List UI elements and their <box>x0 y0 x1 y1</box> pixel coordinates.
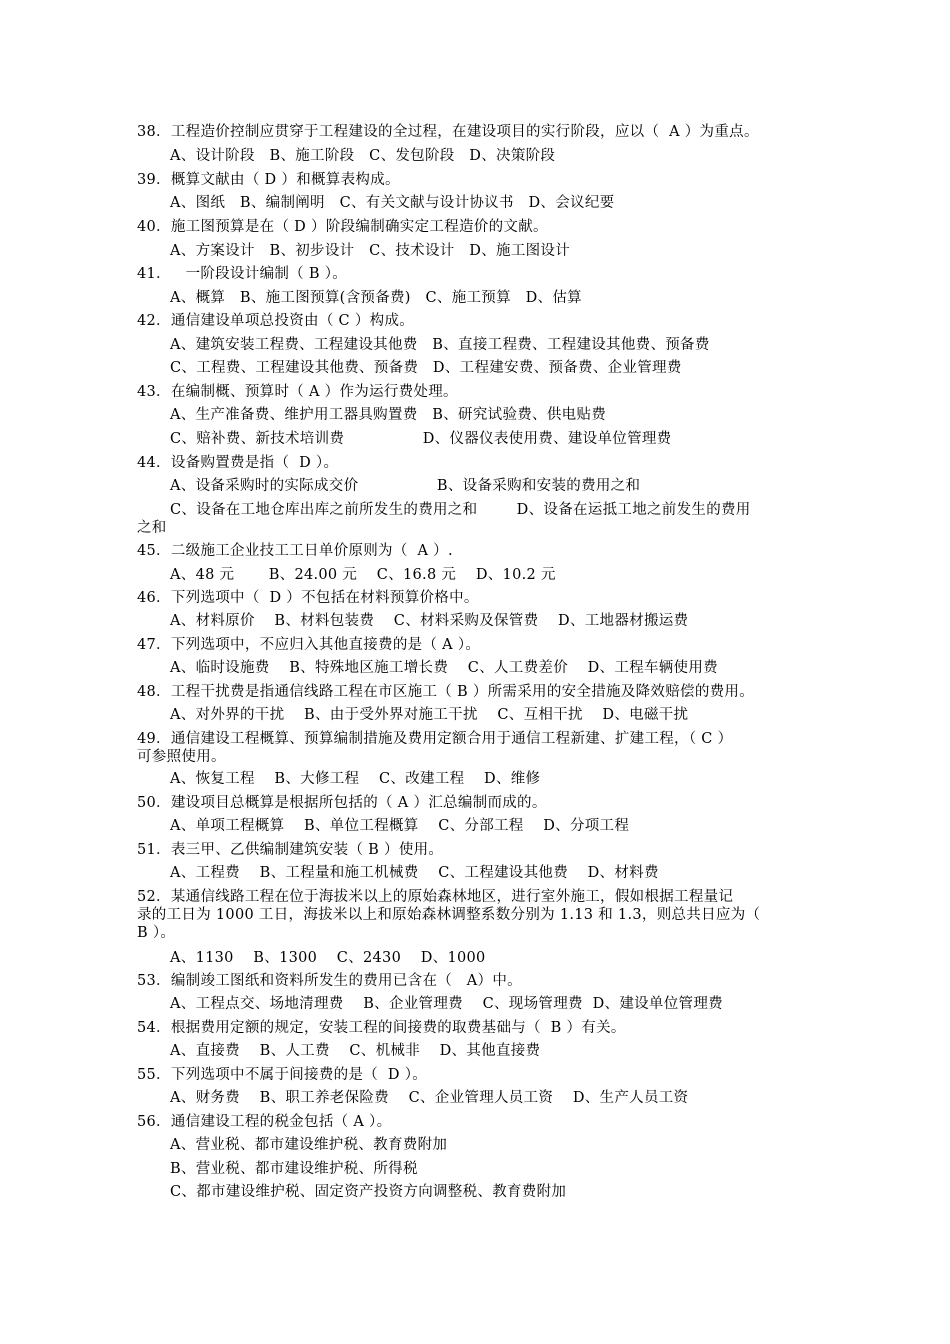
text-line: 50．建设项目总概算是根据所包括的（ A ）汇总编制而成的。 <box>137 795 547 811</box>
text-line: 48．工程干扰费是指通信线路工程在市区施工（ B ）所需采用的安全措施及降效赔偿的费用。 <box>137 684 755 700</box>
text-line: A、图纸 B、编制阐明 C、有关文献与设计协议书 D、会议纪要 <box>170 195 615 211</box>
text-line: 46．下列选项中（ D ）不包括在材料预算价格中。 <box>137 590 479 606</box>
text-line: 录的工日为 1000 工日，海拔米以上和原始森林调整系数分别为 1.13 和 1.3，则总共日应为（ <box>137 907 761 923</box>
text-line: A、生产准备费、维护用工器具购置费 B、研究试验费、供电贴费 <box>170 407 607 423</box>
text-line: A、设备采购时的实际成交价 B、设备采购和安装的费用之和 <box>170 478 641 494</box>
text-line: 40．施工图预算是在（ D ）阶段编制确实定工程造价的文献。 <box>137 219 548 235</box>
text-line: A、单项工程概算 B、单位工程概算 C、分部工程 D、分项工程 <box>170 818 630 834</box>
text-line: 42．通信建设单项总投资由（ C ）构成。 <box>137 313 415 329</box>
text-line: C、设备在工地仓库出库之前所发生的费用之和 D、设备在运抵工地之前发生的费用 <box>170 502 751 518</box>
text-line: A、概算 B、施工图预算(含预备费) C、施工预算 D、估算 <box>170 290 582 306</box>
text-line: 52．某通信线路工程在位于海拔米以上的原始森林地区，进行室外施工，假如根据工程量记 <box>137 889 734 905</box>
text-line: A、建筑安装工程费、工程建设其他费 B、直接工程费、工程建设其他费、预备费 <box>170 337 710 353</box>
text-line: 38．工程造价控制应贯穿于工程建设的全过程，在建设项目的实行阶段，应以（ A ）为重点。 <box>137 124 759 140</box>
text-line: 49．通信建设工程概算、预算编制措施及费用定额合用于通信工程新建、扩建工程，（ C ） <box>137 731 733 747</box>
text-line: A、设计阶段 B、施工阶段 C、发包阶段 D、决策阶段 <box>170 148 556 164</box>
text-line: C、工程费、工程建设其他费、预备费 D、工程建安费、预备费、企业管理费 <box>170 360 682 376</box>
text-line: 56．通信建设工程的税金包括（ A ）。 <box>137 1114 392 1130</box>
text-line: 45．二级施工企业技工工日单价原则为（ A ）. <box>137 543 453 559</box>
text-line: 39．概算文献由（ D ）和概算表构成。 <box>137 172 400 188</box>
text-line: 55．下列选项中不属于间接费的是（ D ）。 <box>137 1067 428 1083</box>
text-line: 41． 一阶段设计编制（ B ）。 <box>137 266 348 282</box>
text-line: 44．设备购置费是指（ D ）。 <box>137 455 339 471</box>
text-line: B、营业税、都市建设维护税、所得税 <box>170 1161 418 1177</box>
text-line: A、方案设计 B、初步设计 C、技术设计 D、施工图设计 <box>170 243 571 259</box>
text-line: 51．表三甲、乙供编制建筑安装（ B ）使用。 <box>137 842 444 858</box>
text-line: A、临时设施费 B、特殊地区施工增长费 C、人工费差价 D、工程车辆使用费 <box>170 660 718 676</box>
text-line: 之和 <box>137 520 167 536</box>
text-line: A、财务费 B、职工养老保险费 C、企业管理人员工资 D、生产人员工资 <box>170 1090 689 1106</box>
text-line: A、恢复工程 B、大修工程 C、改建工程 D、维修 <box>170 771 541 787</box>
text-line: A、材料原价 B、材料包装费 C、材料采购及保管费 D、工地器材搬运费 <box>170 613 689 629</box>
text-line: A、48 元 B、24.00 元 C、16.8 元 D、10.2 元 <box>170 567 556 583</box>
text-line: C、赔补费、新技术培训费 D、仪器仪表使用费、建设单位管理费 <box>170 431 672 447</box>
text-line: 47．下列选项中，不应归入其他直接费的是（ A ）。 <box>137 637 481 653</box>
text-line: B ）。 <box>137 925 176 941</box>
text-line: A、1130 B、1300 C、2430 D、1000 <box>170 950 486 966</box>
text-line: A、营业税、都市建设维护税、教育费附加 <box>170 1137 448 1153</box>
text-line: 43．在编制概、预算时（ A ）作为运行费处理。 <box>137 384 458 400</box>
text-line: C、都市建设维护税、固定资产投资方向调整税、教育费附加 <box>170 1184 567 1200</box>
text-line: 53．编制竣工图纸和资料所发生的费用已含在（ A）中。 <box>137 973 522 989</box>
text-line: A、工程点交、场地清理费 B、企业管理费 C、现场管理费 D、建设单位管理费 <box>170 996 723 1012</box>
text-line: 54．根据费用定额的规定，安装工程的间接费的取费基础与（ B ）有关。 <box>137 1020 626 1036</box>
text-line: A、工程费 B、工程量和施工机械费 C、工程建设其他费 D、材料费 <box>170 865 659 881</box>
text-line: A、直接费 B、人工费 C、机械非 D、其他直接费 <box>170 1043 541 1059</box>
text-line: A、对外界的干扰 B、由于受外界对施工干扰 C、互相干扰 D、电磁干扰 <box>170 707 689 723</box>
text-line: 可参照使用。 <box>137 749 226 765</box>
